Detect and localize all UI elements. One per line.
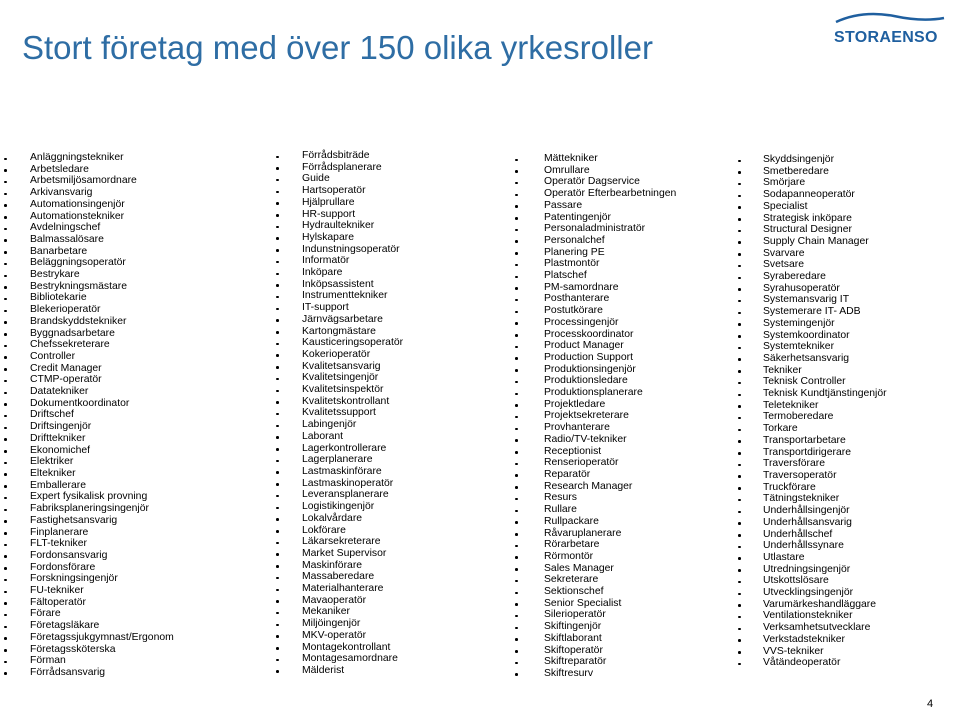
role-item: Säkerhetsansvarig xyxy=(763,353,887,365)
role-item: Kvalitetskontrollant xyxy=(302,396,403,408)
role-list-column-1 xyxy=(30,152,174,679)
role-item: Underhållsansvarig xyxy=(763,517,887,529)
role-item: Transportdirigerare xyxy=(763,447,887,459)
role-item: Rörarbetare xyxy=(544,539,676,551)
role-item: Brandskyddstekniker xyxy=(30,316,174,328)
role-item: Sodapanneoperatör xyxy=(763,189,887,201)
role-item: Credit Manager xyxy=(30,363,174,375)
role-item: Plastmontör xyxy=(544,258,676,270)
role-item: Truckförare xyxy=(763,482,887,494)
role-item: Mättekniker xyxy=(544,153,676,165)
role-item: Lokalvårdare xyxy=(302,513,403,525)
role-item: Forskningsingenjör xyxy=(30,573,174,585)
role-item: Termoberedare xyxy=(763,411,887,423)
role-item: Arkivansvarig xyxy=(30,187,174,199)
role-item: Kvalitetsingenjör xyxy=(302,372,403,384)
role-item: Strategisk inköpare xyxy=(763,213,887,225)
role-list-column-4 xyxy=(763,154,887,669)
role-item: Sektionschef xyxy=(544,586,676,598)
role-item: Mekaniker xyxy=(302,606,403,618)
storaenso-logo xyxy=(832,8,948,48)
role-item: Produktionsingenjör xyxy=(544,364,676,376)
role-item: Teknisk Kundtjänstingenjör xyxy=(763,388,887,400)
role-item: Eltekniker xyxy=(30,468,174,480)
role-item: Supply Chain Manager xyxy=(763,236,887,248)
role-item: Smetberedare xyxy=(763,166,887,178)
role-item: CTMP-operatör xyxy=(30,374,174,386)
role-item: Systemkoordinator xyxy=(763,330,887,342)
role-item: Teknisk Controller xyxy=(763,376,887,388)
role-item: Banarbetare xyxy=(30,246,174,258)
role-item: Underhållsingenjör xyxy=(763,505,887,517)
role-item: Produktionsplanerare xyxy=(544,387,676,399)
role-item: Ventilationstekniker xyxy=(763,610,887,622)
role-item: Leveransplanerare xyxy=(302,489,403,501)
role-item: Anläggningstekniker xyxy=(30,152,174,164)
role-item: Elektriker xyxy=(30,456,174,468)
role-item: Massaberedare xyxy=(302,571,403,583)
role-item: Expert fysikalisk provning xyxy=(30,491,174,503)
role-item: Fältoperatör xyxy=(30,597,174,609)
role-item: Chefssekreterare xyxy=(30,339,174,351)
role-item: Byggnadsarbetare xyxy=(30,328,174,340)
role-item: HR-support xyxy=(302,209,403,221)
role-item: Hartsoperatör xyxy=(302,185,403,197)
role-item: Laborant xyxy=(302,431,403,443)
role-item: Passare xyxy=(544,200,676,212)
role-item: Lagerkontrollerare xyxy=(302,443,403,455)
role-item: Verkstadstekniker xyxy=(763,634,887,646)
role-item: Dokumentkoordinator xyxy=(30,398,174,410)
role-item: Postutkörare xyxy=(544,305,676,317)
role-item: Balmassalösare xyxy=(30,234,174,246)
role-item: Projektsekreterare xyxy=(544,410,676,422)
role-item: Miljöingenjör xyxy=(302,618,403,630)
role-item: Reparatör xyxy=(544,469,676,481)
role-item: Processkoordinator xyxy=(544,329,676,341)
role-item: Hydraultekniker xyxy=(302,220,403,232)
role-item: Materialhanterare xyxy=(302,583,403,595)
role-item: Tätningstekniker xyxy=(763,493,887,505)
role-item: Skiftresurv xyxy=(544,668,676,680)
role-item: Bestrykningsmästare xyxy=(30,281,174,293)
role-item: Fabriksplaneringsingenjör xyxy=(30,503,174,515)
role-item: Systemtekniker xyxy=(763,341,887,353)
role-item: FU-tekniker xyxy=(30,585,174,597)
role-item: Mälderist xyxy=(302,665,403,677)
role-item: Kvalitetsansvarig xyxy=(302,361,403,373)
page-title: Stort företag med över 150 olika yrkesroller xyxy=(22,29,653,66)
role-item: Skiftingenjör xyxy=(544,621,676,633)
role-item: Inköpare xyxy=(302,267,403,279)
role-item: IT-support xyxy=(302,302,403,314)
role-item: Ekonomichef xyxy=(30,445,174,457)
role-item: Torkare xyxy=(763,423,887,435)
role-item: Systemerare IT- ADB xyxy=(763,306,887,318)
role-item: Råvaruplanerare xyxy=(544,528,676,540)
role-item: Hylskapare xyxy=(302,232,403,244)
role-item: Underhållschef xyxy=(763,529,887,541)
role-item: Fastighetsansvarig xyxy=(30,515,174,527)
role-item: Labingenjör xyxy=(302,419,403,431)
role-item: Lastmaskinförare xyxy=(302,466,403,478)
role-item: Omrullare xyxy=(544,165,676,177)
role-item: Förare xyxy=(30,608,174,620)
role-item: Driftsingenjör xyxy=(30,421,174,433)
role-item: Skiftlaborant xyxy=(544,633,676,645)
role-item: Posthanterare xyxy=(544,293,676,305)
role-item: Provhanterare xyxy=(544,422,676,434)
role-item: Traversförare xyxy=(763,458,887,470)
role-item: Skyddsingenjör xyxy=(763,154,887,166)
role-item: Underhållssynare xyxy=(763,540,887,552)
role-item: Planering PE xyxy=(544,247,676,259)
role-item: Våtändeoperatör xyxy=(763,657,887,669)
role-item: Lastmaskinoperatör xyxy=(302,478,403,490)
role-item: Svetsare xyxy=(763,259,887,271)
role-item: Förrådsbiträde xyxy=(302,150,403,162)
role-item: Mavaoperatör xyxy=(302,595,403,607)
role-item: Svarvare xyxy=(763,248,887,260)
role-item: Kausticeringsoperatör xyxy=(302,337,404,349)
role-item: Platschef xyxy=(544,270,676,282)
role-item: Förman xyxy=(30,655,174,667)
role-item: Företagssjukgymnast/Ergonom xyxy=(30,631,174,643)
role-item: Utskottslösare xyxy=(763,575,887,587)
role-item: Resurs xyxy=(544,492,676,504)
logo-wordmark: STORAENSO xyxy=(834,29,938,46)
role-item: Avdelningschef xyxy=(30,222,174,234)
role-item: Kartongmästare xyxy=(302,326,403,338)
role-item: Skiftoperatör xyxy=(544,645,676,657)
role-item: Företagssköterska xyxy=(30,644,174,656)
role-item: Product Manager xyxy=(544,340,676,352)
role-item: Fordonsförare xyxy=(30,562,174,574)
role-item: Research Manager xyxy=(544,481,676,493)
role-item: Varumärkeshandläggare xyxy=(763,599,887,611)
role-item: Instrumenttekniker xyxy=(302,290,403,302)
role-item: Drifttekniker xyxy=(30,433,174,445)
role-item: Logistikingenjör xyxy=(302,501,403,513)
role-item: Receptionist xyxy=(544,446,676,458)
role-item: Transportarbetare xyxy=(763,435,887,447)
logo-swoosh xyxy=(836,14,944,22)
role-item: Utvecklingsingenjör xyxy=(763,587,887,599)
role-item: Arbetsledare xyxy=(30,164,174,176)
role-item: Verksamhetsutvecklare xyxy=(763,622,887,634)
role-item: Hjälprullare xyxy=(302,197,403,209)
role-item: Guide xyxy=(302,173,403,185)
role-item: Sekreterare xyxy=(544,574,676,586)
role-item: MKV-operatör xyxy=(302,630,403,642)
role-item: Projektledare xyxy=(544,399,676,411)
role-item: Controller xyxy=(30,351,174,363)
role-item: VVS-tekniker xyxy=(763,646,887,658)
role-item: Datatekniker xyxy=(30,386,174,398)
role-item: Specialist xyxy=(763,201,887,213)
role-item: Personaladministratör xyxy=(544,223,676,235)
role-item: Structural Designer xyxy=(763,224,887,236)
role-item: Patentingenjör xyxy=(544,212,676,224)
role-item: Production Support xyxy=(544,352,676,364)
role-item: Syraberedare xyxy=(763,271,887,283)
page-number: 4 xyxy=(927,698,934,710)
role-item: Beläggningsoperatör xyxy=(30,257,174,269)
role-item: Syrahusoperatör xyxy=(763,283,887,295)
role-item: Finplanerare xyxy=(30,527,174,539)
role-item: Maskinförare xyxy=(302,560,403,572)
role-item: Renserioperatör xyxy=(544,457,676,469)
role-item: Radio/TV-tekniker xyxy=(544,434,676,446)
role-item: Driftschef xyxy=(30,409,174,421)
role-item: Informatör xyxy=(302,255,403,267)
role-list-column-2 xyxy=(302,150,403,677)
role-item: Fordonsansvarig xyxy=(30,550,174,562)
role-item: Blekerioperatör xyxy=(30,304,174,316)
role-item: Tekniker xyxy=(763,365,887,377)
role-item: Silerioperatör xyxy=(544,609,676,621)
role-item: Lokförare xyxy=(302,525,403,537)
role-item: Lagerplanerare xyxy=(302,454,403,466)
role-item: Bibliotekarie xyxy=(30,292,174,304)
role-item: Sales Manager xyxy=(544,563,676,575)
role-item: Emballerare xyxy=(30,480,174,492)
role-item: Rörmontör xyxy=(544,551,676,563)
role-item: Automationstekniker xyxy=(30,211,174,223)
role-item: Traversoperatör xyxy=(763,470,887,482)
role-item: Produktionsledare xyxy=(544,375,676,387)
role-item: FLT-tekniker xyxy=(30,538,174,550)
role-item: Teletekniker xyxy=(763,400,887,412)
role-item: Läkarsekreterare xyxy=(302,536,403,548)
role-item: Montagesamordnare xyxy=(302,653,403,665)
role-item: Arbetsmiljösamordnare xyxy=(30,175,174,187)
role-item: PM-samordnare xyxy=(544,282,676,294)
role-item: Inköpsassistent xyxy=(302,279,403,291)
role-item: Förrådsplanerare xyxy=(302,162,403,174)
role-item: Personalchef xyxy=(544,235,676,247)
role-item: Kokerioperatör xyxy=(302,349,403,361)
role-item: Förrådsansvarig xyxy=(30,667,174,679)
role-item: Automationsingenjör xyxy=(30,199,174,211)
role-item: Utredningsingenjör xyxy=(763,564,887,576)
role-item: Företagsläkare xyxy=(30,620,174,632)
role-item: Rullare xyxy=(544,504,676,516)
role-item: Systemansvarig IT xyxy=(763,294,887,306)
role-item: Skiftreparatör xyxy=(544,656,676,668)
role-item: Smörjare xyxy=(763,177,887,189)
role-item: Systemingenjör xyxy=(763,318,887,330)
role-item: Rullpackare xyxy=(544,516,676,528)
role-item: Utlastare xyxy=(763,552,887,564)
role-item: Järnvägsarbetare xyxy=(302,314,403,326)
role-item: Operatör Efterbearbetningen xyxy=(544,188,677,200)
role-item: Montagekontrollant xyxy=(302,642,403,654)
role-list-column-3 xyxy=(544,153,676,680)
role-item: Processingenjör xyxy=(544,317,676,329)
role-item: Operatör Dagservice xyxy=(544,176,676,188)
role-item: Market Supervisor xyxy=(302,548,403,560)
role-item: Kvalitetsinspektör xyxy=(302,384,403,396)
role-item: Indunstningsoperatör xyxy=(302,244,403,256)
role-item: Senior Specialist xyxy=(544,598,676,610)
role-item: Kvalitetssupport xyxy=(302,407,403,419)
role-item: Bestrykare xyxy=(30,269,174,281)
